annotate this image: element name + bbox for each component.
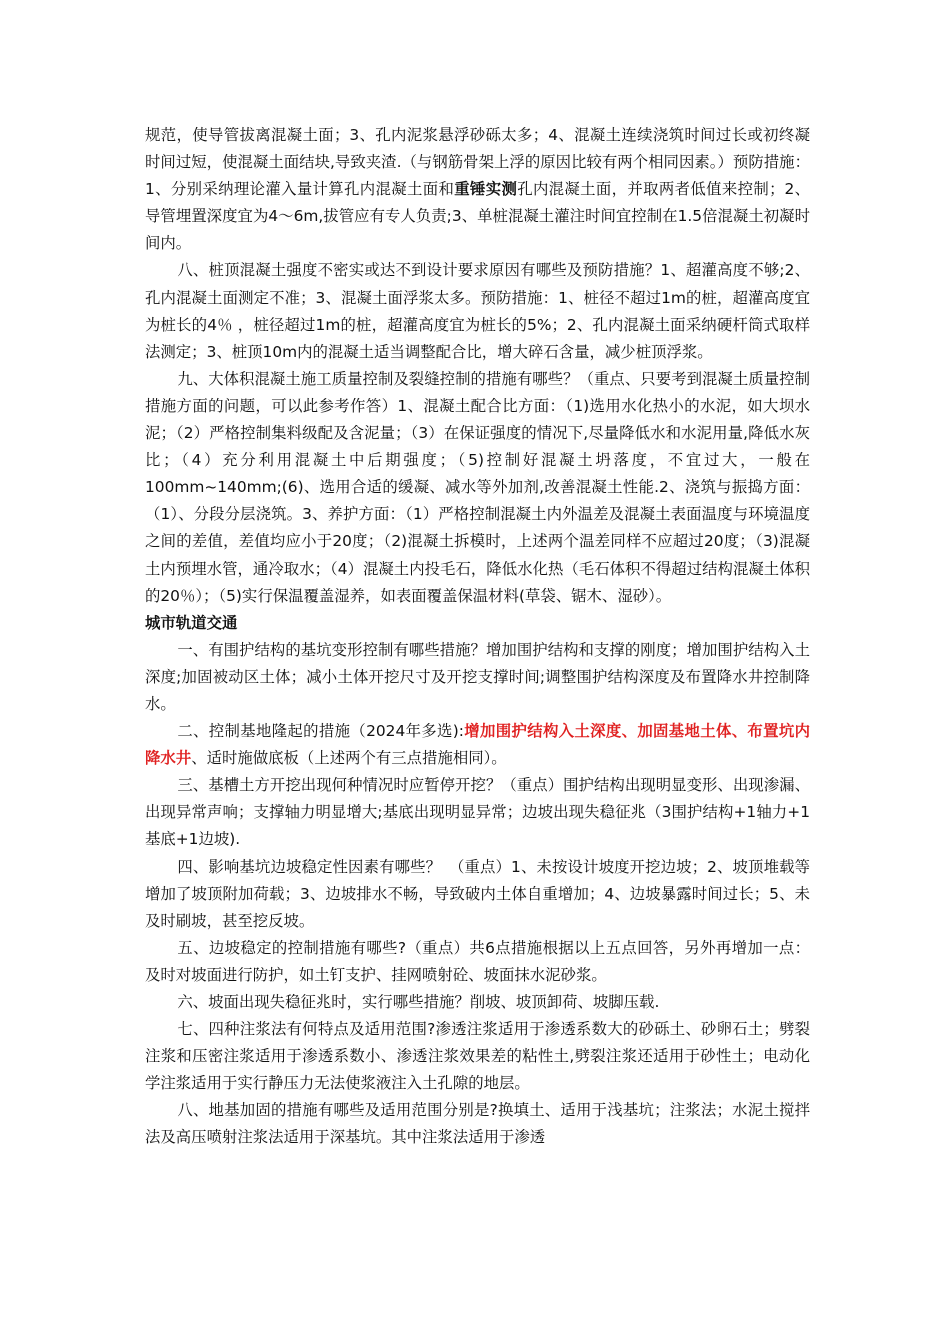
paragraph-1-text-b: 孔内混凝土面，并取两者低值来控制；2、导管埋置深度宜为4～6m,拔管应有专人负责;3、单桩混凝土灌注时间宜控制在1.5倍混凝土初凝时间内。	[145, 180, 810, 253]
paragraph-7: 四、影响基坑边坡稳定性因素有哪些？ （重点）1、未按设计坡度开挖边坡；2、坡顶堆载等增加了坡顶附加荷载；3、边坡排水不畅，导致破内土体自重增加；4、边坡暴露时间过长；5、未及时刷坡，甚至挖反坡。	[145, 857, 810, 930]
paragraph-9: 六、坡面出现失稳征兆时，实行哪些措施？削坡、坡顶卸荷、坡脚压载.	[177, 993, 660, 1011]
paragraph-5-text-a: 二、控制基地隆起的措施（2024年多选):	[177, 722, 464, 741]
paragraph-2: 八、桩顶混凝土强度不密实或达不到设计要求原因有哪些及预防措施？1、超灌高度不够;2、孔内混凝土面测定不准；3、混凝土面浮浆太多。预防措施：1、桩径不超过1m的桩，超灌高度宜为桩长的4％ ，桩径超过1m的桩，超灌高度宜为桩长的5%；2、孔内混凝土面采纳硬杆筒式取样法测定；3、桩顶10m内的混凝土适当调整配合比，增大碎石含量，减少桩顶浮浆。	[145, 261, 810, 361]
paragraph-5	[145, 718, 810, 772]
document-body	[145, 122, 810, 1152]
paragraph-1	[145, 122, 810, 257]
paragraph-1-bold: 重锤实测	[454, 180, 518, 199]
paragraph-11: 八、地基加固的措施有哪些及适用范围分别是?换填土、适用于浅基坑；注浆法；水泥土搅拌法及高压喷射注浆法适用于深基坑。其中注浆法适用于渗透	[145, 1101, 810, 1147]
paragraph-10: 七、四种注浆法有何特点及适用范围?渗透注浆适用于渗透系数大的砂砾土、砂卵石土；劈裂注浆和压密注浆适用于渗透系数小、渗透注浆效果差的粘性土,劈裂注浆还适用于砂性土；电动化学注浆适用于实行静压力无法使浆液注入土孔隙的地层。	[145, 1020, 810, 1093]
paragraph-3: 九、大体积混凝土施工质量控制及裂缝控制的措施有哪些？（重点、只要考到混凝土质量控制措施方面的问题，可以此参考作答）1、混凝土配合比方面：（1)选用水化热小的水泥，如大坝水泥；（2）严格控制集料级配及含泥量；（3）在保证强度的情况下,尽量降低水和水泥用量,降低水灰比；（4）充分利用混凝土中后期强度；（5)控制好混凝土坍落度，不宜过大，一般在100mm~140mm;(6)、选用合适的缓凝、减水等外加剂,改善混凝土性能.2、浇筑与振捣方面：（1）、分段分层浇筑。3、养护方面：（1）严格控制混凝土内外温差及混凝土表面温度与环境温度之间的差值，差值均应小于20度；（2)混凝土拆模时，上述两个温差同样不应超过20度；（3)混凝土内预埋水管，通冷取水；（4）混凝土内投毛石，降低水化热（毛石体积不得超过结构混凝土体积的20％）；（5)实行保温覆盖湿养，如表面覆盖保温材料(草袋、锯木、湿砂）。	[145, 369, 810, 605]
paragraph-6: 三、基槽土方开挖出现何种情况时应暂停开挖？（重点）围护结构出现明显变形、出现渗漏、出现异常声响；支撑轴力明显增大;基底出现明显异常；边坡出现失稳征兆（3围护结构+1轴力+1基底+1边坡).	[145, 776, 810, 849]
paragraph-4: 一、有围护结构的基坑变形控制有哪些措施？增加围护结构和支撑的刚度；增加围护结构入土深度;加固被动区土体；减小土体开挖尺寸及开挖支撑时间;调整围护结构深度及布置降水井控制降水。	[145, 640, 810, 713]
paragraph-5-text-b: 、适时施做底板（上述两个有三点措施相同）。	[191, 749, 507, 768]
section-heading: 城市轨道交通	[145, 613, 238, 632]
paragraph-1-text-a: 规范，使导管拔离混凝土面；3、孔内泥浆悬浮砂砾太多；4、混凝土连续浇筑时间过长或初终凝时间过短，使混凝土面结块,导致夹渣.（与钢筋骨架上浮的原因比较有两个相同因素。）预防措施：1、分别采纳理论灌入量计算孔内混凝土面和	[145, 126, 810, 199]
paragraph-8: 五、边坡稳定的控制措施有哪些?（重点）共6点措施根据以上五点回答，另外再增加一点：及时对坡面进行防护，如土钉支护、挂网喷射砼、坡面抹水泥砂浆。	[145, 938, 810, 984]
paragraph-5-highlight: 增加围护结构入土深度、加固基地土体、布置坑内降水井	[145, 722, 810, 768]
